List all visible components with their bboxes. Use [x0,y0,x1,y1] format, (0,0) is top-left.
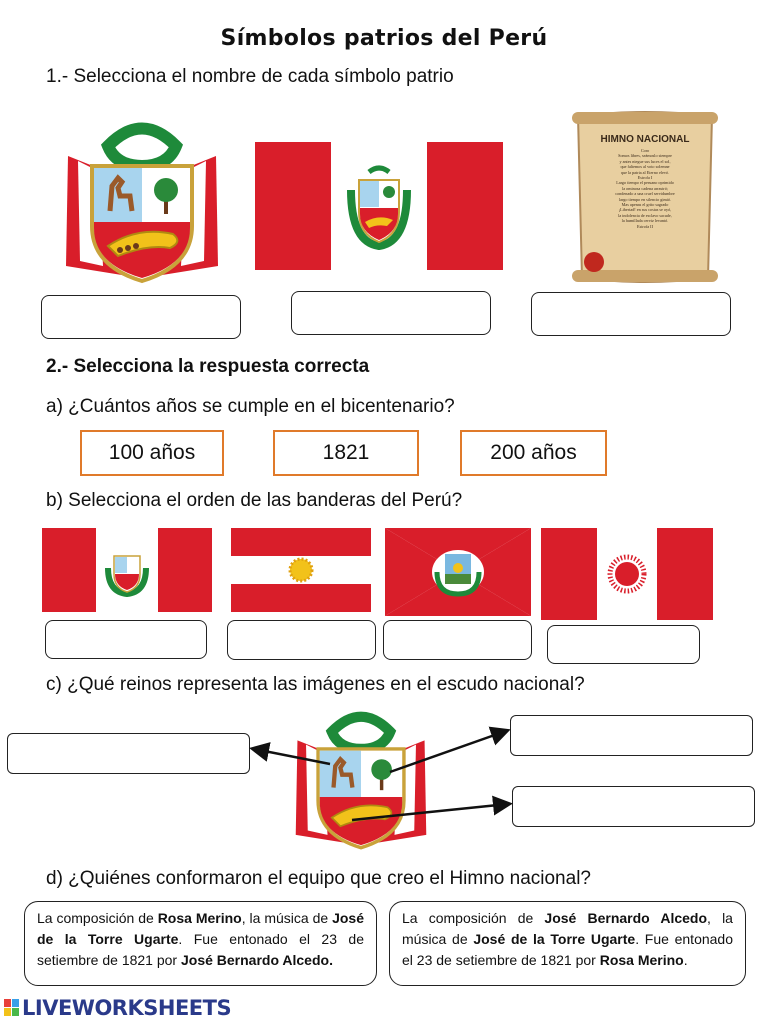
anthem-scroll-line: Estrofa II [637,223,653,229]
national-flag-image [255,142,503,270]
arrow-to-bottom-right-box [352,804,508,820]
anthem-scroll-line: que la patria al Eterno elevó. [620,169,670,175]
anthem-scroll-line: y antes niegue sus luces el sol, [619,158,671,164]
anthem-scroll-line: la ominosa cadena arrastró; [622,185,668,191]
option-100-years[interactable]: 100 años [80,430,224,476]
flag-option-2-image [231,528,371,612]
question-2-label: 2.- Selecciona la respuesta correcta [46,356,370,377]
question-2d-label: d) ¿Quiénes conformaron el equipo que creo el Himno nacional? [46,868,591,889]
anthem-scroll-line: condenado a una cruel servidumbre [615,191,675,197]
question-1-label: 1.- Selecciona el nombre de cada símbolo patrio [46,66,454,87]
anthem-scroll-line: la humillada cerviz levantó. [621,218,669,224]
coat-of-arms-image [58,116,226,286]
flag-answer-box-1[interactable] [45,620,207,659]
flag-answer-box-2[interactable] [227,620,376,660]
anthem-scroll-line: Somos libres, seámoslo siempre [618,153,672,159]
anthem-scroll-heading: HIMNO NACIONAL [600,134,690,145]
answer-box-coat-of-arms[interactable] [41,295,241,339]
anthem-scroll-line: Coro [640,148,650,153]
anthem-scroll-line: que faltemos al voto solemne [620,164,670,170]
flag-option-4-image [541,528,713,620]
brand-name: LIVEWORKSHEETS [22,996,232,1020]
answer-option-2[interactable]: La composición de José Bernardo Alcedo, la música de José de la Torre Ugarte. Fue entonado el 23 de setiembre de 1821 por Rosa Merino. [389,901,746,986]
anthem-scroll-line: largo tiempo en silencio gimió. [618,196,672,202]
liveworksheets-footer [4,996,231,1020]
option-200-years[interactable]: 200 años [460,430,607,476]
anthem-scroll-line: Largo tiempo el peruano oprimido [616,180,674,186]
answer-box-anthem[interactable] [531,292,731,336]
anthem-scroll-line: la indolencia de esclavo sacude, [618,212,672,218]
answer-option-1[interactable]: La composición de Rosa Merino, la música de José de la Torre Ugarte. Fue entonado el 23 de setiembre de 1821 por José Bernardo Alcedo. [24,901,377,986]
flag-answer-box-3[interactable] [383,620,532,660]
flag-option-1-image [42,528,212,612]
arrow-to-top-right-box [390,731,506,772]
question-2b-label: b) Selecciona el orden de las banderas del Perú? [46,490,463,511]
option-1821[interactable]: 1821 [273,430,419,476]
question-2c-label: c) ¿Qué reinos representa las imágenes en el escudo nacional? [46,674,585,695]
arrow-to-left-box [254,749,330,764]
anthem-scroll-line: ¡Libertad! en sus costas se oyó, [618,207,672,213]
answer-box-flag[interactable] [291,291,491,335]
arrows-overlay [0,700,768,840]
flag-option-3-image [385,528,531,616]
anthem-scroll-text [586,148,704,229]
page-title: Símbolos patrios del Perú [220,26,548,51]
anthem-scroll-line: Mas apenas el grito sagrado [621,202,669,208]
anthem-scroll-line: Estrofa I [637,175,653,181]
national-anthem-scroll-image [570,110,720,286]
flag-answer-box-4[interactable] [547,625,700,664]
question-2a-label: a) ¿Cuántos años se cumple en el bicentenario? [46,396,455,417]
liveworksheets-logo-icon [4,999,20,1017]
